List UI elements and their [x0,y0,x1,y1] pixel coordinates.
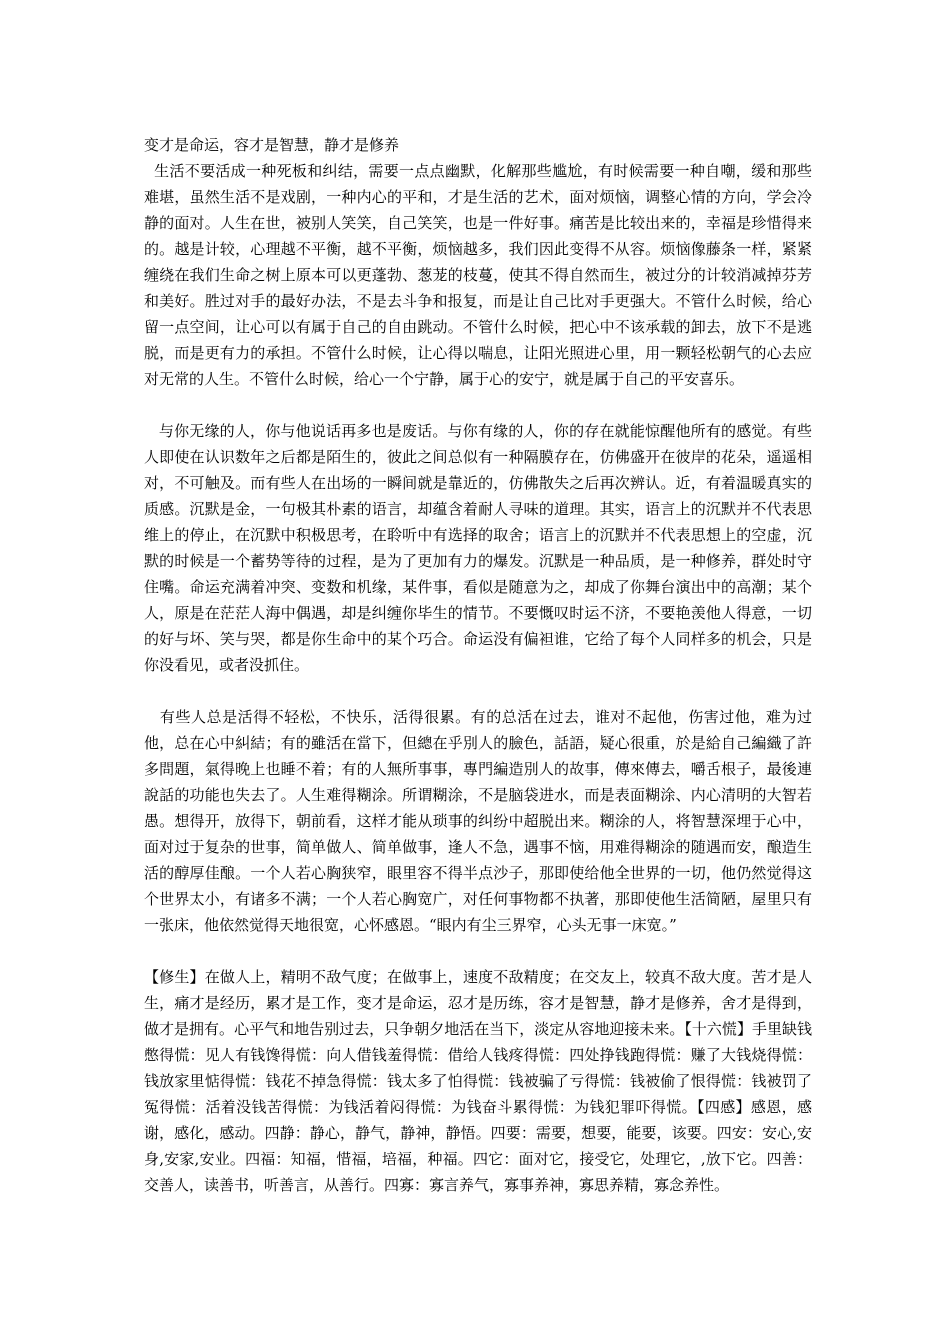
paragraph-spacer [144,392,812,418]
document-title: 变才是命运，容才是智慧，静才是修养 [144,136,400,154]
paragraph-4: 【修生】在做人上，精明不敌气度；在做事上，速度不敌精度；在交友上，较真不敌大度。苦才是人生，痛才是经历，累才是工作，变才是命运，忍才是历练，容才是智慧，静才是修养，舍才是得到，做才是拥有。心平气和地告别过去，只争朝夕地活在当下，淡定从容地迎接未来。【十六慌】手里缺钱憋得慌：见人有钱馋得慌：向人借钱羞得慌：借给人钱疼得慌：四处挣钱跑得慌：赚了大钱烧得慌：钱放家里惦得慌：钱花不掉急得慌：钱太多了怕得慌：钱被骗了亏得慌：钱被偷了恨得慌：钱被罚了冤得慌：活着没钱苦得慌：为钱活着闷得慌：为钱奋斗累得慌：为钱犯罪吓得慌。【四感】感恩，感谢，感化，感动。四静：静心，静气，静神，静悟。四要：需要，想要，能要，该要。四安：安心,安身,安家,安业。四福：知福，惜福，培福，种福。四它：面对它，接受它，处理它，,放下它。四善：交善人，读善书，听善言，从善行。四寡：寡言养气，寡事养神，寡思养精，寡念养性。 [144,968,812,1194]
paragraph-1: 生活不要活成一种死板和纠结，需要一点点幽默，化解那些尴尬，有时候需要一种自嘲，缓和那些难堪，虽然生活不是戏剧，一种内心的平和，才是生活的艺术，面对烦恼，调整心情的方向，学会冷静的面对。人生在世，被别人笑笑，自己笑笑，也是一件好事。痛苦是比较出来的，幸福是珍惜得来的。越是计较，心理越不平衡，越不平衡，烦恼越多，我们因此变得不从容。烦恼像藤条一样，紧紧缠绕在我们生命之树上原本可以更蓬勃、葱茏的枝蔓，使其不得自然而生，被过分的计较消减掉芬芳和美好。胜过对手的最好办法，不是去斗争和报复，而是让自己比对手更强大。不管什么时候，给心留一点空间，让心可以有属于自己的自由跳动。不管什么时候，把心中不该承载的卸去，放下不是逃脱，而是更有力的承担。不管什么时候，让心得以喘息，让阳光照进心里，用一颗轻松朝气的心去应对无常的人生。不管什么时候，给心一个宁静，属于心的安宁，就是属于自己的平安喜乐。 [144,162,812,388]
document-page [144,132,812,1198]
paragraph-2: 与你无缘的人，你与他说话再多也是废话。与你有缘的人，你的存在就能惊醒他所有的感觉。有些人即使在认识数年之后都是陌生的，彼此之间总似有一种隔膜存在，仿佛盛开在彼岸的花朵，遥遥相对，不可触及。而有些人在出场的一瞬间就是靠近的，仿佛散失之后再次辨认。近，有着温暖真实的质感。沉默是金，一句极其朴素的语言，却蕴含着耐人寻味的道理。其实，语言上的沉默并不代表思维上的停止，在沉默中积极思考，在聆听中有选择的取舍；语言上的沉默并不代表思想上的空虚，沉默的时候是一个蓄势等待的过程，是为了更加有力的爆发。沉默是一种品质，是一种修养，群处时守住嘴。命运充满着冲突、变数和机缘，某件事，看似是随意为之，却成了你舞台演出中的高潮；某个人，原是在茫茫人海中偶遇，却是纠缠你毕生的情节。不要慨叹时运不济，不要艳羡他人得意，一切的好与坏、笑与哭，都是你生命中的某个巧合。命运没有偏袒谁，它给了每个人同样多的机会，只是你没看见，或者没抓住。 [144,422,812,674]
paragraph-spacer [144,938,812,964]
paragraph-3: 有些人总是活得不轻松，不快乐，活得很累。有的总活在过去，谁对不起他，伤害过他，难为过他，总在心中糾結；有的雖活在當下，但總在乎別人的臉色，話語，疑心很重，於是給自己編織了許多問題，氣得晚上也睡不着；有的人無所事事，專門編造別人的故事，傳來傳去，嚼舌根子，最後連說話的功能也失去了。人生难得糊涂。所谓糊涂，不是脑袋进水，而是表面糊涂、内心清明的大智若愚。想得开，放得下，朝前看，这样才能从琐事的纠纷中超脱出来。糊涂的人，将智慧深埋于心中，面对过于复杂的世事，简单做人、简单做事，逢人不急，遇事不恼，用难得糊涂的随遇而安，酿造生活的醇厚佳酿。一个人若心胸狭窄，眼里容不得半点沙子，那即使给他全世界的一切，他仍然觉得这个世界太小，有诸多不满；一个人若心胸宽广，对任何事物都不执著，那即使他生活简陋，屋里只有一张床，他依然觉得天地很宽，心怀感恩。“眼内有尘三界窄，心头无事一床宽。” [144,708,812,934]
paragraph-spacer [144,678,812,704]
